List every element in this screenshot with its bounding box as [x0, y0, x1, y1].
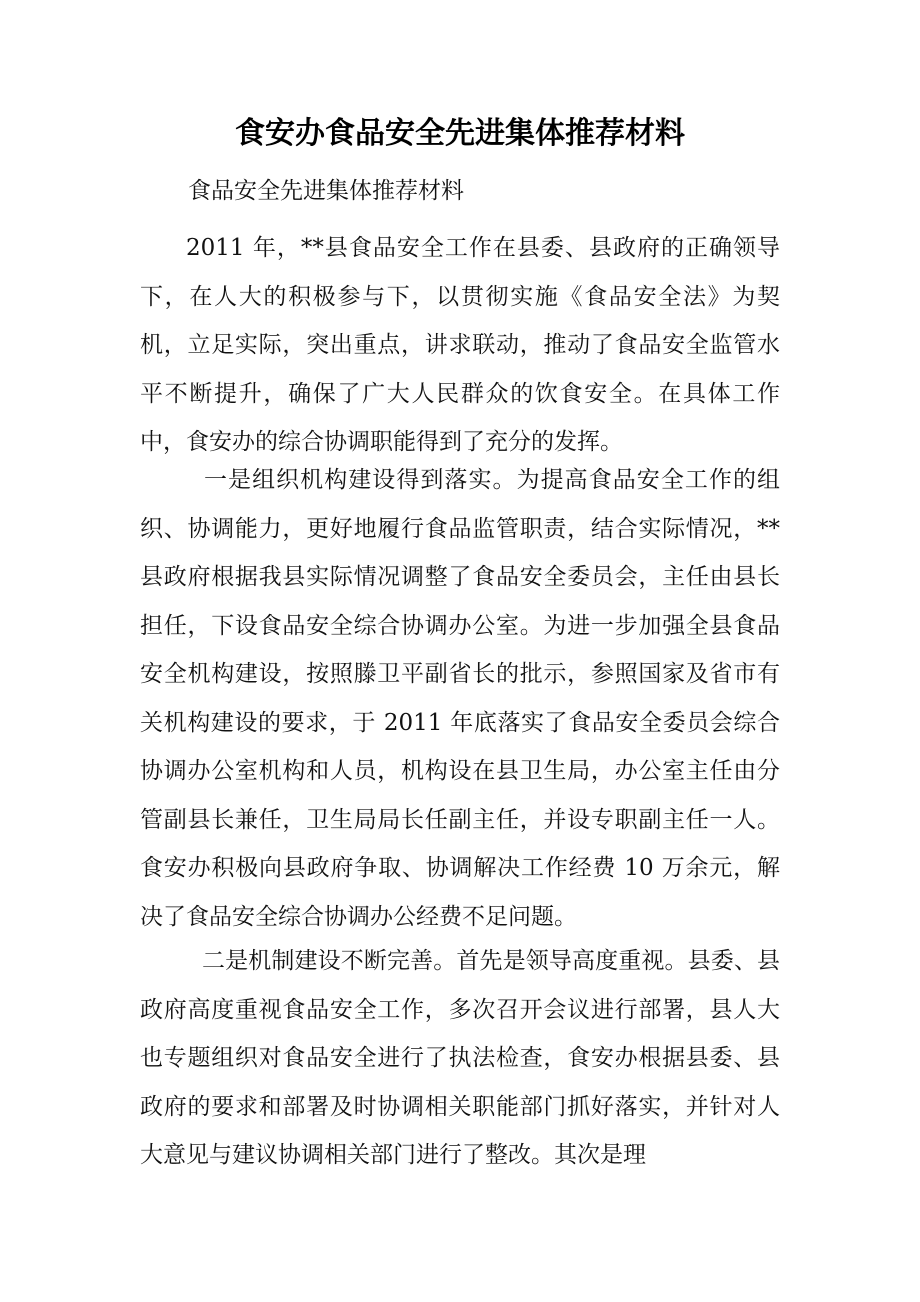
paragraph-organization: 一是组织机构建设得到落实。为提高食品安全工作的组织、协调能力，更好地履行食品监管职责，结合实际情况，**县政府根据我县实际情况调整了食品安全委员会，主任由县长担任，下设食品安全综合协调办公室。为进一步加强全县食品安全机构建设，按照滕卫平副省长的批示，参照国家及省市有关机构建设的要求，于 2011 年底落实了食品安全委员会综合协调办公室机构和人员，机构设在县卫生局，办公室主任由分管副县长兼任，卫生局局长任副主任，并设专职副主任一人。食安办积极向县政府争取、协调解决工作经费 10 万余元，解决了食品安全综合协调办公经费不足问题。: [140, 467, 780, 930]
document-subtitle: 食品安全先进集体推荐材料: [188, 178, 464, 204]
document-title: 食安办食品安全先进集体推荐材料: [235, 116, 685, 151]
paragraph-intro: 2011 年，**县食品安全工作在县委、县政府的正确领导下，在人大的积极参与下，以贯彻实施《食品安全法》为契机，立足实际，突出重点，讲求联动，推动了食品安全监管水平不断提升，确保了广大人民群众的饮食安全。在具体工作中，食安办的综合协调职能得到了充分的发挥。: [140, 235, 780, 455]
paragraph-mechanism: 二是机制建设不断完善。首先是领导高度重视。县委、县政府高度重视食品安全工作，多次召开会议进行部署，县人大也专题组织对食品安全进行了执法检查，食安办根据县委、县政府的要求和部署及时协调相关职能部门抓好落实，并针对人大意见与建议协调相关部门进行了整改。其次是理: [140, 948, 780, 1168]
